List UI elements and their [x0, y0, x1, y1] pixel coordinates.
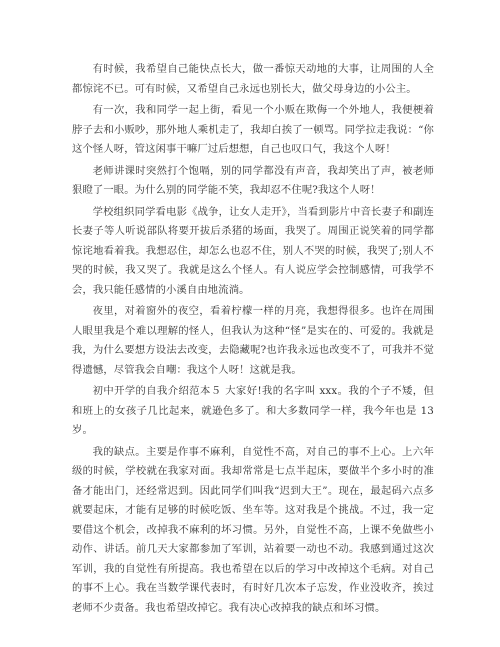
paragraph: 老师讲课时突然打个饱嗝，别的同学都没有声音，我却笑出了声，被老师狠瞪了一眼。为什么别的同学能不笑，我却忍不住呢?我这个人呀！	[72, 164, 434, 196]
paragraph: 我的缺点。主要是作事不麻利，自觉性不高，对自己的事不上心。上六年级的时候，学校就在我家对面。我却常常是七点半起床，要做半个多小时的准备才能出门，还经常迟到。因此同学们叫我“迟到大王”。现在，最起码六点多就要起床，才能有足够的时候吃饭、坐车等。这对我是个挑战。不过，我一定要借这个机会，改掉我不麻利的坏习惯。另外，自觉性不高，上课不免做些小动作、讲话。前几天大家都参加了军训，站着要一动也不动。我感到通过这次军训，我的自觉性有所提高。我也希望在以后的学习中改掉这个毛病。对自己的事不上心。我在当数学课代表时，有时好几次本子忘发，作业没收齐，挨过老师不少责备。我也希望改掉它。我有决心改掉我的缺点和坏习惯。	[72, 445, 434, 614]
paragraph: 有一次，我和同学一起上街，看见一个小贩在欺侮一个外地人，我便梗着脖子去和小贩吵，那外地人乘机走了，我却白挨了一顿骂。同学拉走我说：“你这个怪人呀，管这闲事干嘛厂过后想想，自己也叹口气，我这个人呀！	[72, 104, 434, 155]
paragraph: 初中开学的自我介绍范本５ 大家好!我的名字叫 xxx。我的个子不矮，但和班上的女孩子几比起来，就逊色多了。和大多数同学一样，我今年也是 13 岁。	[72, 385, 434, 436]
paragraph: 学校组织同学看电影《战争，让女人走开》，当看到影片中音长妻子和副连长妻子等人听说部队将要开拔后杀猪的场面，我哭了。周围正说笑着的同学都惊诧地看着我。我想忍住，却怎么也忍不住，别人不哭的时候，我哭了;别人不哭的时候，我又哭了。我就是这么个怪人。有人说应学会控制感情，可我学不会，我只能任感情的小溪自由地流淌。	[72, 205, 434, 296]
paragraph: 夜里，对着窗外的夜空，看着柠檬一样的月亮，我想得很多。也许在周围人眼里我是个难以理解的怪人，但我认为这种“怪”是实在的、可爱的。我就是我，为什么要想方设法去改变，去隐藏呢?也许我永远也改变不了，可我并不觉得遗憾，尽管我会自嘲：我这个人呀！这就是我。	[72, 305, 434, 376]
document-page	[72, 60, 434, 620]
paragraph: 有时候，我希望自己能快点长大，做一番惊天动地的大事，让周围的人全都惊诧不已。可有时候，又希望自己永远也别长大，做父母身边的小公主。	[72, 63, 434, 95]
